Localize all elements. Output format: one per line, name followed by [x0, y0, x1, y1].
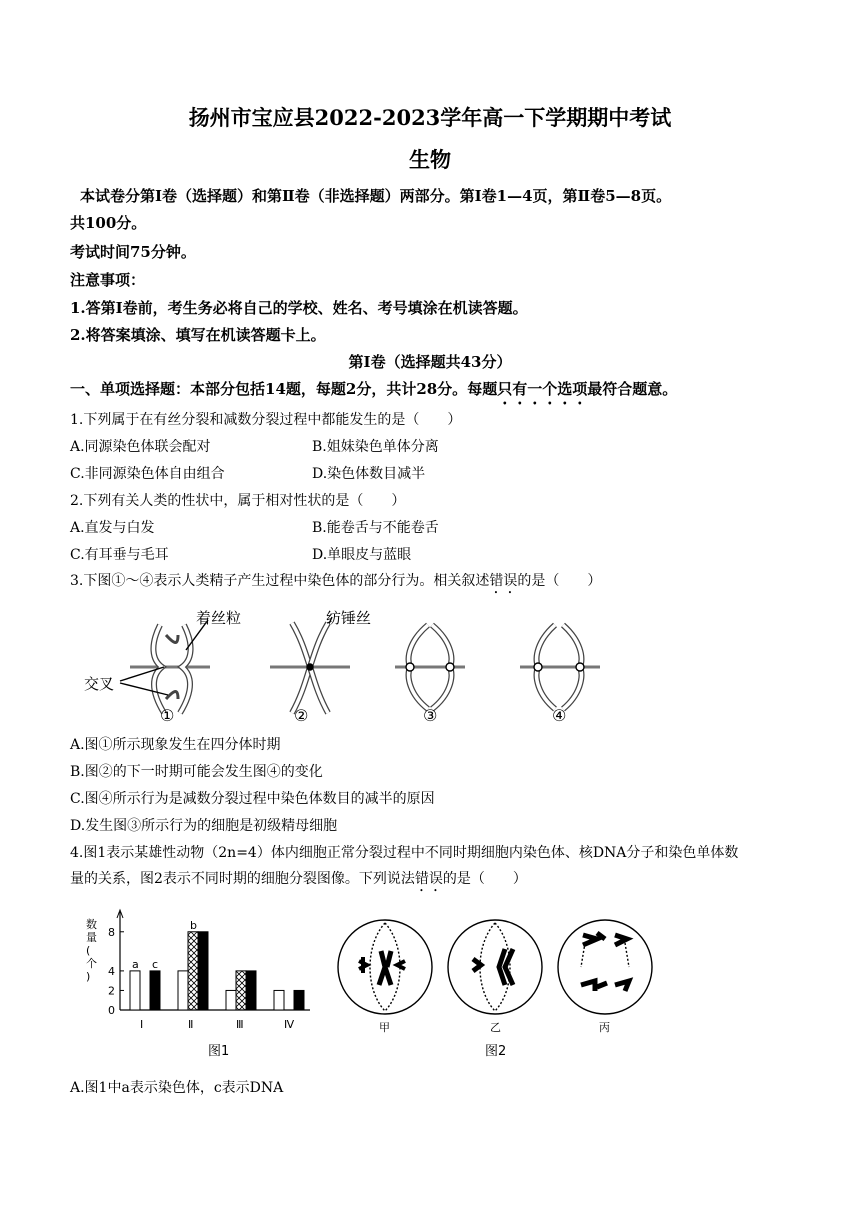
q3-stem-a: 3.下图①～④表示人类精子产生过程中染色体的部分行为。相关叙述: [70, 573, 490, 589]
bar-c: [150, 971, 160, 1010]
bar-a: [178, 971, 188, 1010]
exam-title: 扬州市宝应县2022-2023学年高一下学期期中考试: [188, 105, 672, 130]
section1-heading-c: 最符合题意。: [587, 380, 678, 398]
q2-option-c: C.有耳垂与毛耳: [70, 547, 169, 563]
section1-heading-emph: 只有一个选项: [497, 380, 588, 398]
bar-c: [246, 971, 256, 1010]
chart-caption: 图1: [208, 1044, 230, 1059]
q4-stem-line1: 4.图1表示某雄性动物（2n=4）体内细胞正常分裂过程中不同时期细胞内染色体、核DNA分子和染色单体数: [70, 845, 739, 861]
cell-label-jia: 甲: [379, 1021, 390, 1034]
section1-heading-a: 一、单项选择题：本部分包括14题，每题2分，共计28分。每题: [70, 380, 498, 398]
label-spindle: 纺锤丝: [326, 609, 372, 627]
y-tick-label: 0: [108, 1004, 115, 1017]
q1-option-d: D.染色体数目减半: [312, 466, 426, 482]
bar-a: [274, 990, 284, 1010]
y-tick-label: 2: [108, 984, 115, 998]
section1-heading: [70, 379, 677, 408]
bar-b: [236, 971, 246, 1010]
q4-stem-line2: [70, 869, 527, 895]
q4-stem-a: 量的关系，图2表示不同时期的细胞分裂图像。下列说法: [70, 871, 415, 887]
x-tick-label: Ⅰ: [140, 1018, 144, 1031]
x-tick-label: Ⅱ: [188, 1018, 194, 1031]
label-fig2: ②: [294, 706, 309, 725]
bar-a: [226, 990, 236, 1010]
fig2-metaphase: [270, 617, 350, 713]
cell-jia: [338, 920, 432, 1014]
cell-yi: [448, 920, 542, 1014]
cell-bing: [558, 920, 652, 1014]
q1-option-b: B.姐妹染色单体分离: [312, 439, 439, 455]
bar-a: [130, 971, 140, 1010]
label-fig1: ①: [160, 706, 175, 725]
cell-label-yi: 乙: [490, 1021, 501, 1034]
label-centromere: 着丝粒: [196, 609, 242, 627]
q4-option-a: A.图1中a表示染色体，c表示DNA: [70, 1080, 284, 1096]
q3-option-b: B.图②的下一时期可能会发生图④的变化: [70, 764, 323, 780]
q3-option-c: C.图④所示行为是减数分裂过程中染色体数目的减半的原因: [70, 791, 435, 807]
q3-stem-c: 的是（ ）: [517, 573, 602, 589]
label-crossover: 交叉: [84, 675, 115, 693]
cell-figure-caption: 图2: [485, 1044, 507, 1059]
x-tick-label: Ⅳ: [284, 1018, 295, 1031]
y-tick-label: 8: [108, 925, 115, 939]
q3-stem: [70, 571, 601, 597]
fig4-anaphase: [520, 625, 600, 709]
bar-b: [188, 932, 198, 1010]
q1-option-a: A.同源染色体联会配对: [70, 439, 211, 455]
y-axis-label: 数量(个): [86, 918, 97, 983]
label-fig3: ③: [423, 706, 438, 725]
bar-c: [294, 990, 304, 1010]
intro-line1: 本试卷分第Ⅰ卷（选择题）和第Ⅱ卷（非选择题）两部分。第Ⅰ卷1—4页，第Ⅱ卷5—8页。: [80, 187, 672, 205]
intro-line2: 共100分。: [70, 214, 147, 232]
section1-title: 第Ⅰ卷（选择题共43分）: [348, 353, 512, 371]
q2-option-a: A.直发与白发: [70, 520, 155, 536]
q2-option-b: B.能卷舌与不能卷舌: [312, 520, 439, 536]
notice-2: 2.将答案填涂、填写在机读答题卡上。: [70, 326, 326, 344]
q1-stem: 1.下列属于在有丝分裂和减数分裂过程中都能发生的是（ ）: [70, 412, 462, 428]
notice-title: 注意事项：: [70, 271, 146, 289]
q1-option-c: C.非同源染色体自由组合: [70, 466, 225, 482]
fig1-tetrad: [120, 620, 210, 713]
bar-label-c: c: [152, 957, 159, 971]
y-tick-label: 4: [108, 964, 115, 978]
q3-stem-emph: 错误: [489, 573, 518, 589]
q3-chromosome-figure: [80, 605, 620, 725]
fig3-separation: [395, 625, 465, 709]
q3-option-d: D.发生图③所示行为的细胞是初级精母细胞: [70, 818, 338, 834]
q2-option-d: D.单眼皮与蓝眼: [312, 547, 412, 563]
q4-bar-chart: [80, 905, 330, 1060]
bar-label-a: a: [132, 957, 139, 971]
q3-option-a: A.图①所示现象发生在四分体时期: [70, 737, 281, 753]
q4-cell-figure: [335, 905, 655, 1060]
x-tick-label: Ⅲ: [236, 1018, 244, 1031]
q4-stem-c: 的是（ ）: [442, 871, 527, 887]
q2-stem: 2.下列有关人类的性状中，属于相对性状的是（ ）: [70, 493, 406, 509]
q4-stem-emph: 错误: [414, 871, 443, 887]
bar-label-b: b: [190, 918, 197, 932]
exam-time: 考试时间75分钟。: [70, 243, 196, 261]
notice-1: 1.答第Ⅰ卷前，考生务必将自己的学校、姓名、考号填涂在机读答题。: [70, 299, 528, 317]
label-fig4: ④: [552, 706, 567, 725]
cell-label-bing: 丙: [599, 1021, 610, 1034]
bar-c: [198, 932, 208, 1010]
subject-title: 生物: [409, 147, 451, 172]
